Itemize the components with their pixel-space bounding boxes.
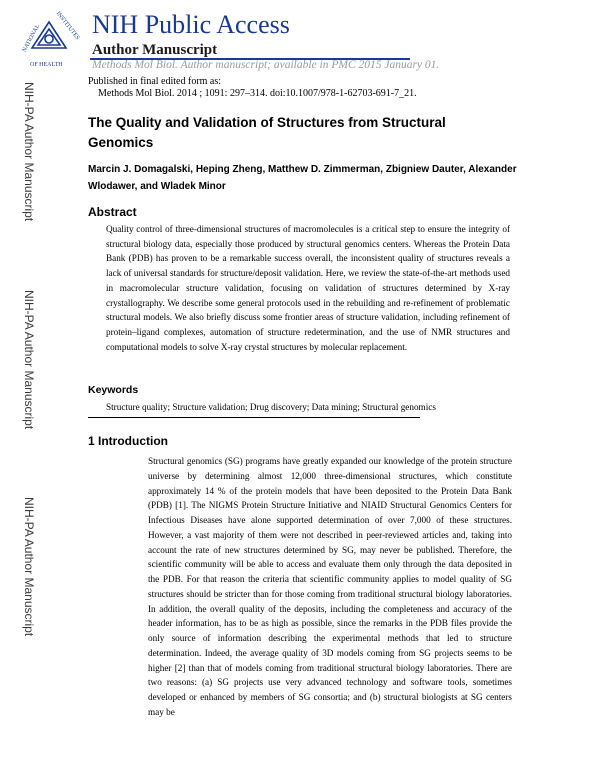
introduction-heading: 1 Introduction <box>88 434 168 448</box>
keywords-heading: Keywords <box>88 384 139 396</box>
side-banner-1: NIH-PA Author Manuscript <box>22 82 36 222</box>
author-list: Marcin J. Domagalski, Heping Zheng, Matthew D. Zimmerman, Zbigniew Dauter, Alexander Wlodawer, and Wladek Minor <box>88 164 517 192</box>
seal-text-left: NATIONAL <box>21 23 42 54</box>
introduction-text: Structural genomics (SG) programs have greatly expanded our knowledge of the protein structure universe by determining almost 12,000 three-dimensional structures, which constitute approximately 14 % of the protein models that have been deposited to the Protein Data Bank (PDB) [1]. The NIGMS Protein Structure Initiative and NIAID Structural Genomics Centers for Infectious Diseases have alone supported determination of over 7,000 of these structures. However, a vast majority of them were not described in peer-reviewed articles and, taking into account the rate of new structures determined by SG, may never be published. Therefore, the scientific community will be able to access and evaluate them only through the data deposited in the PDB. For that reason the criteria that scientific community applies to model quality of SG structures should be stricter than for those coming from traditional structural biology laboratories. In addition, the overall quality of the deposits, including the completeness and accuracy of the header information, has to be as high as possible, since the remarks in the PDB files provide the only source of information describing the experimental methods that led to structure determination. Indeed, the average quality of 3D models coming from SG projects seems to be higher [2] than that of models coming from traditional structural biology laboratories. There are two reasons: (a) SG projects use very advanced technology and software tools, sometimes developed or enhanced by members of SG consortia; and (b) structural biologists at SG centers may be <box>148 456 512 717</box>
abstract-text: Quality control of three-dimensional structures of macromolecules is a critical step to ensure the integrity of structural biology data, especially those produced by structural genomics centers. Whereas the Protein Data Bank (PDB) has proven to be a remarkable success overall, the inconsistent quality of structures reveals a lack of universal standards for structure/deposit validation. Here, we review the state-of-the-art methods used in macromolecular structure validation, focusing on validation of structures determined by X-ray crystallography. We describe some general protocols used in the rebuilding and re-refinement of problematic structural models. We also briefly discuss some frontier areas of structure validation, including refinement of protein–ligand complexes, automation of structure redetermination, and the use of NMR structures and computational models to solve X-ray crystal structures by molecular replacement. <box>106 224 510 352</box>
nih-public-access-title: NIH Public Access <box>92 10 290 39</box>
author-manuscript-label: Author Manuscript <box>92 42 218 58</box>
published-label: Published in final edited form as: <box>88 76 222 87</box>
side-banner-2: NIH-PA Author Manuscript <box>22 290 36 430</box>
availability-note: Methods Mol Biol. Author manuscript; available in PMC 2015 January 01. <box>92 59 440 71</box>
seal-text-bottom: OF HEALTH <box>30 62 63 68</box>
seal-text-right: INSTITUTES <box>54 10 81 42</box>
keywords-divider <box>88 417 420 418</box>
abstract-heading: Abstract <box>88 205 137 219</box>
keywords-text: Structure quality; Structure validation; Drug discovery; Data mining; Structural genomics <box>106 402 436 412</box>
side-banner-3: NIH-PA Author Manuscript <box>22 497 36 637</box>
article-title: The Quality and Validation of Structures from Structural Genomics <box>88 115 446 150</box>
nih-seal-logo <box>14 8 84 70</box>
citation: Methods Mol Biol. 2014 ; 1091: 297–314. doi:10.1007/978-1-62703-691-7_21. <box>98 88 417 99</box>
